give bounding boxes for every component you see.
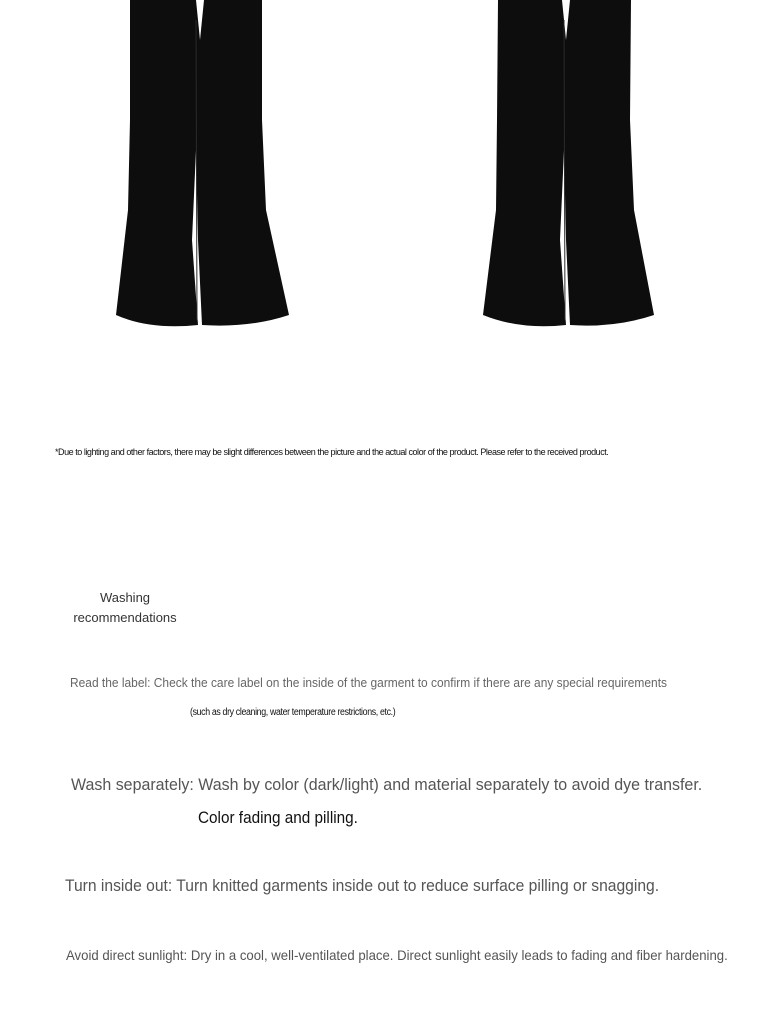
product-images <box>0 0 768 340</box>
heading-line-2: recommendations <box>73 610 177 625</box>
flared-black-pants-icon <box>483 0 654 326</box>
avoid-sunlight-tip: Avoid direct sunlight: Dry in a cool, well-ventilated place. Direct sunlight easily leads to fading and fiber hardening. <box>66 947 728 963</box>
read-label-tip: Read the label: Check the care label on the inside of the garment to confirm if there are any special requirements <box>70 675 668 690</box>
wash-separately-tip-continued: Color fading and pilling. <box>198 808 358 827</box>
washing-recommendations-heading <box>60 588 190 628</box>
wash-separately-tip: Wash separately: Wash by color (dark/light) and material separately to avoid dye transfer. <box>71 775 703 794</box>
heading-line-1: Washing <box>99 590 151 605</box>
read-label-note: (such as dry cleaning, water temperature restrictions, etc.) <box>190 707 396 718</box>
turn-inside-out-tip: Turn inside out: Turn knitted garments inside out to reduce surface pilling or snagging. <box>65 876 660 895</box>
color-disclaimer: *Due to lighting and other factors, there may be slight differences between the picture and the actual color of the product. Please refer to the received product. <box>55 447 609 458</box>
flared-black-pants-icon <box>116 0 289 326</box>
